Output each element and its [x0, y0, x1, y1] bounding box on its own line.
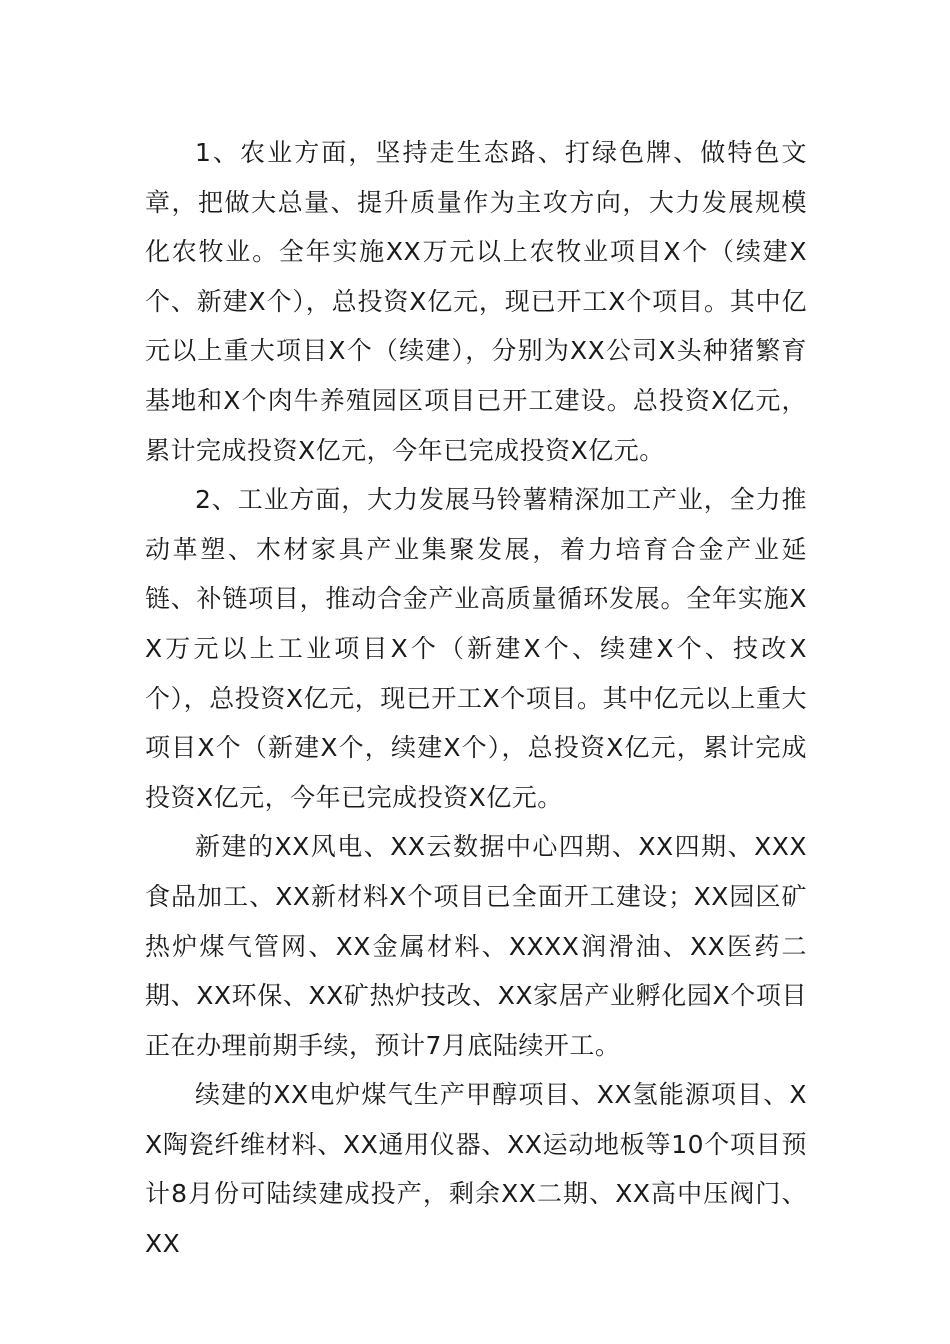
paragraph-industry: 2、工业方面，大力发展马铃薯精深加工产业，全力推动革塑、木材家具产业集聚发展，着力培育合金产业延链、补链项目，推动合金产业高质量循环发展。全年实施XX万元以上工业项目X个（新建X个、续建X个、技改X个），总投资X亿元，现已开工X个项目。其中亿元以上重大项目X个（新建X个，续建X个），总投资X亿元，累计完成投资X亿元，今年已完成投资X亿元。 [145, 485, 807, 812]
paragraph-continued-projects: 续建的XX电炉煤气生产甲醇项目、XX氢能源项目、XX陶瓷纤维材料、XX通用仪器、XX运动地板等10个项目预计8月份可陆续建成投产，剩余XX二期、XX高中压阀门、XX [145, 1080, 807, 1259]
paragraph-agriculture: 1、农业方面，坚持走生态路、打绿色牌、做特色文章，把做大总量、提升质量作为主攻方向，大力发展规模化农牧业。全年实施XX万元以上农牧业项目X个（续建X个、新建X个），总投资X亿元，现已开工X个项目。其中亿元以上重大项目X个（续建），分别为XX公司X头种猪繁育基地和X个肉牛养殖园区项目已开工建设。总投资X亿元，累计完成投资X亿元，今年已完成投资X亿元。 [145, 138, 807, 465]
document-body [145, 128, 807, 1269]
paragraph-new-projects: 新建的XX风电、XX云数据中心四期、XX四期、XXX食品加工、XX新材料X个项目已全面开工建设；XX园区矿热炉煤气管网、XX金属材料、XXXX润滑油、XX医药二期、XX环保、XX矿热炉技改、XX家居产业孵化园X个项目正在办理前期手续，预计7月底陆续开工。 [145, 832, 807, 1060]
